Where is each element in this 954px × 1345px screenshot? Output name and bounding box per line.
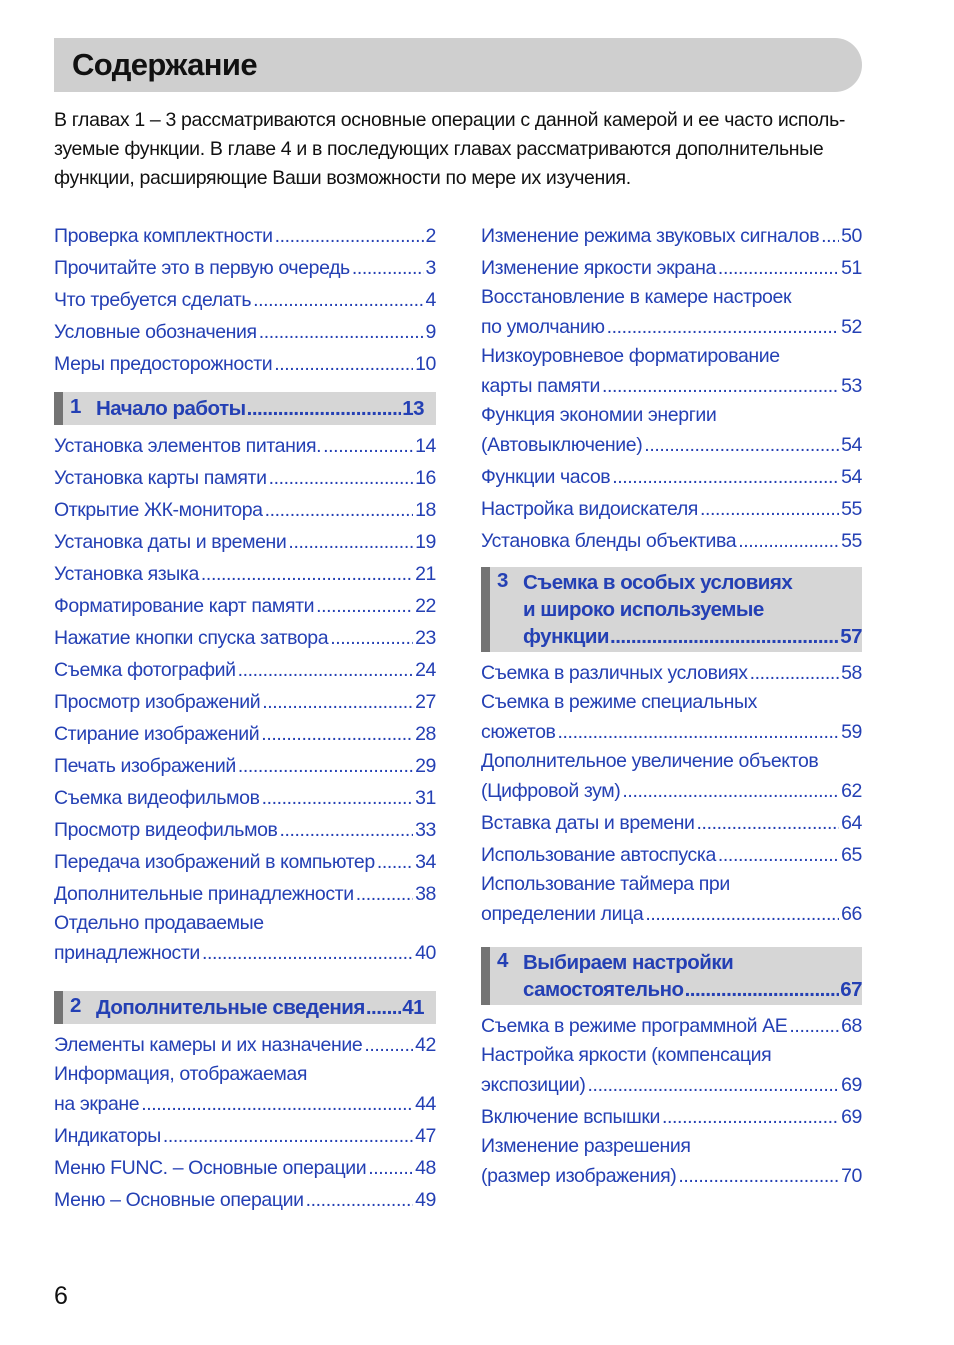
toc-entry-label: определении лица <box>481 903 644 925</box>
toc-column-right <box>481 220 862 1192</box>
toc-entry-label: Индикаторы <box>54 1125 161 1147</box>
toc-entry[interactable] <box>54 846 436 878</box>
toc-entry-label: Съемка фотографий <box>54 659 236 681</box>
toc-entry-label: Съемка видеофильмов <box>54 787 260 809</box>
toc-entry-label: Элементы камеры и их назначение <box>54 1034 363 1056</box>
dot-leader <box>259 316 424 348</box>
toc-entry[interactable] <box>481 1010 862 1042</box>
toc-entry-label: Форматирование карт памяти <box>54 595 315 617</box>
toc-entry-page: 66 <box>841 903 862 925</box>
toc-entry-row <box>54 348 436 380</box>
chapter-page: 67 <box>840 978 862 1001</box>
dot-leader <box>275 220 424 252</box>
dot-leader <box>368 1152 413 1184</box>
chapter-page: 41 <box>402 996 424 1019</box>
dot-leader <box>610 623 839 650</box>
chapter-page: 13 <box>402 397 424 420</box>
toc-entry-row <box>481 1160 862 1192</box>
dot-leader <box>352 252 424 284</box>
toc-entry-title: Низкоуровневое форматирование <box>481 345 780 367</box>
toc-entry-row <box>481 898 862 930</box>
toc-entry-page: 65 <box>841 844 862 866</box>
dot-leader <box>750 657 840 689</box>
toc-entry-label: Дополнительные принадлежности <box>54 883 354 905</box>
toc-entry-label: Просмотр изображений <box>54 691 261 713</box>
toc-entry[interactable] <box>54 1184 436 1216</box>
toc-group-intro <box>54 220 436 380</box>
toc-group-settings <box>481 220 862 557</box>
toc-entry-label: Прочитайте это в первую очередь <box>54 257 350 279</box>
toc-entry-page: 49 <box>415 1189 436 1211</box>
dot-leader <box>700 493 839 525</box>
toc-entry-page: 14 <box>415 435 436 457</box>
toc-entry-page: 55 <box>841 530 862 552</box>
toc-entry-row <box>54 1088 436 1120</box>
chapter-title-row <box>523 623 862 650</box>
toc-entry-page: 54 <box>841 466 862 488</box>
toc-entry[interactable] <box>481 807 862 839</box>
dot-leader <box>738 525 839 557</box>
toc-entry-label: Установка элементов питания. <box>54 435 322 457</box>
toc-entry[interactable] <box>54 814 436 846</box>
toc-entry-page: 10 <box>415 353 436 375</box>
toc-entry-row <box>54 430 436 462</box>
toc-entry-label: Вставка даты и времени <box>481 812 695 834</box>
toc-entry[interactable] <box>54 750 436 782</box>
dot-leader <box>238 654 414 686</box>
toc-group-chapter-1 <box>54 430 436 969</box>
toc-entry-label: (Автовыключение) <box>481 434 643 456</box>
toc-entry[interactable] <box>481 1042 862 1101</box>
chapter-title-line: Съемка в особых условиях <box>523 571 793 594</box>
dot-leader <box>645 898 839 930</box>
toc-entry-row <box>481 775 862 807</box>
toc-entry-page: 59 <box>841 721 862 743</box>
toc-entry[interactable] <box>54 1029 436 1061</box>
toc-entry[interactable] <box>481 284 862 343</box>
chapter-title-row <box>96 994 424 1021</box>
toc-entry-page: 62 <box>841 780 862 802</box>
toc-entry[interactable] <box>481 1101 862 1133</box>
toc-entry-page: 24 <box>415 659 436 681</box>
dot-leader <box>262 782 414 814</box>
toc-entry-label: Изменение яркости экрана <box>481 257 716 279</box>
toc-entry-row <box>481 461 862 493</box>
toc-entry-page: 31 <box>415 787 436 809</box>
chapter-1-heading[interactable] <box>54 392 436 425</box>
toc-entry-label: на экране <box>54 1093 140 1115</box>
toc-entry[interactable] <box>481 525 862 557</box>
toc-entry[interactable] <box>54 558 436 590</box>
toc-entry[interactable] <box>54 622 436 654</box>
toc-entry-row <box>54 622 436 654</box>
dot-leader <box>662 1101 839 1133</box>
chapter-4-heading[interactable] <box>481 947 862 1005</box>
toc-entry-row <box>481 493 862 525</box>
toc-entry-row <box>54 494 436 526</box>
toc-entry[interactable] <box>54 1120 436 1152</box>
dot-leader <box>306 1184 413 1216</box>
toc-entry-row <box>54 782 436 814</box>
toc-entry-row <box>481 1101 862 1133</box>
toc-entry[interactable] <box>54 686 436 718</box>
toc-entry-label: Использование автоспуска <box>481 844 716 866</box>
toc-entry[interactable] <box>54 526 436 558</box>
toc-entry-label: Меню FUNC. – Основные операции <box>54 1157 367 1179</box>
dot-leader <box>685 976 840 1003</box>
toc-entry[interactable] <box>54 462 436 494</box>
toc-entry-row <box>481 1010 862 1042</box>
toc-entry[interactable] <box>481 748 862 807</box>
dot-leader <box>316 590 413 622</box>
dot-leader <box>697 807 840 839</box>
toc-entry[interactable] <box>481 220 862 252</box>
toc-entry-label: Стирание изображений <box>54 723 260 745</box>
toc-column-left <box>54 220 436 1216</box>
toc-entry-label: Настройка видоискателя <box>481 498 698 520</box>
toc-entry-page: 22 <box>415 595 436 617</box>
toc-entry-title: Информация, отображаемая <box>54 1063 308 1085</box>
toc-entry-page: 50 <box>841 225 862 247</box>
toc-entry-row <box>54 750 436 782</box>
toc-entry-page: 34 <box>415 851 436 873</box>
toc-entry-label: Условные обозначения <box>54 321 257 343</box>
toc-entry[interactable] <box>481 839 862 871</box>
dot-leader <box>718 252 839 284</box>
toc-entry-page: 64 <box>841 812 862 834</box>
dot-leader <box>366 994 401 1021</box>
toc-entry-page: 23 <box>415 627 436 649</box>
toc-entry-page: 69 <box>841 1074 862 1096</box>
toc-group-chapter-2 <box>54 1029 436 1216</box>
toc-entry-row <box>54 718 436 750</box>
dot-leader <box>789 1010 839 1042</box>
toc-entry-label: Меню – Основные операции <box>54 1189 304 1211</box>
toc-entry-label: Проверка комплектности <box>54 225 273 247</box>
toc-entry[interactable] <box>54 220 436 252</box>
toc-entry-page: 70 <box>841 1165 862 1187</box>
toc-entry-row <box>54 1120 436 1152</box>
dot-leader <box>269 462 414 494</box>
toc-entry-label: Съемка в режиме программной AE <box>481 1015 788 1037</box>
toc-entry-row <box>481 220 862 252</box>
chapter-title-block <box>63 994 424 1021</box>
toc-entry[interactable] <box>54 1061 436 1120</box>
toc-entry-label: Установка бленды объектива <box>481 530 737 552</box>
intro-line: функции, расширяющие Ваши возможности по мере их изучения. <box>54 167 631 189</box>
toc-entry-label: Печать изображений <box>54 755 236 777</box>
toc-entry-page: 51 <box>841 257 862 279</box>
chapter-number: 4 <box>497 949 508 972</box>
toc-entry-label: (Цифровой зум) <box>481 780 621 802</box>
toc-entry-row <box>54 1029 436 1061</box>
dot-leader <box>323 430 413 462</box>
toc-entry-label: Изменение режима звуковых сигналов <box>481 225 820 247</box>
intro-line: В главах 1 – 3 рассматриваются основные операции с данной камерой и ее часто исполь- <box>54 109 846 131</box>
toc-entry-row <box>54 654 436 686</box>
page-number: 6 <box>54 1282 68 1310</box>
dot-leader <box>274 348 413 380</box>
toc-entry[interactable] <box>481 493 862 525</box>
dot-leader <box>678 1160 839 1192</box>
toc-entry-page: 33 <box>415 819 436 841</box>
toc-entry[interactable] <box>54 878 436 910</box>
toc-entry-page: 38 <box>415 883 436 905</box>
toc-entry-row <box>54 1184 436 1216</box>
chapter-number: 2 <box>70 994 81 1017</box>
toc-entry[interactable] <box>54 494 436 526</box>
toc-entry-row <box>54 526 436 558</box>
toc-entry-page: 2 <box>425 225 436 247</box>
dot-leader <box>265 494 414 526</box>
toc-entry-label: Открытие ЖК-монитора <box>54 499 263 521</box>
toc-entry[interactable] <box>481 1133 862 1192</box>
toc-entry[interactable] <box>54 284 436 316</box>
toc-entry-title: Функция экономии энергии <box>481 404 717 426</box>
chapter-title-line: и широко используемые <box>523 598 764 621</box>
toc-entry-row <box>54 590 436 622</box>
toc-entry-label: сюжетов <box>481 721 556 743</box>
toc-entry-page: 4 <box>425 289 436 311</box>
toc-entry-label: Что требуется сделать <box>54 289 252 311</box>
toc-entry-page: 29 <box>415 755 436 777</box>
toc-entry-title: Настройка яркости (компенсация <box>481 1044 772 1066</box>
chapter-title-last: функции <box>523 625 610 648</box>
dot-leader <box>201 558 413 590</box>
toc-entry-label: принадлежности <box>54 942 200 964</box>
dot-leader <box>356 878 413 910</box>
intro-paragraph <box>54 106 866 193</box>
toc-entry-row <box>481 839 862 871</box>
toc-entry-row <box>54 846 436 878</box>
chapter-title-row <box>96 395 424 422</box>
toc-entry[interactable] <box>481 343 862 402</box>
toc-entry-page: 16 <box>415 467 436 489</box>
toc-entry-page: 58 <box>841 662 862 684</box>
toc-entry-row <box>481 370 862 402</box>
chapter-title-block <box>490 949 862 1003</box>
toc-entry-label: Просмотр видеофильмов <box>54 819 278 841</box>
toc-entry-page: 27 <box>415 691 436 713</box>
toc-entry-row <box>54 686 436 718</box>
toc-entry-label: Установка языка <box>54 563 199 585</box>
dot-leader <box>262 686 413 718</box>
dot-leader <box>607 311 839 343</box>
toc-entry-row <box>481 252 862 284</box>
toc-entry-page: 47 <box>415 1125 436 1147</box>
toc-entry-row <box>481 716 862 748</box>
toc-entry-title: Съемка в режиме специальных <box>481 691 757 713</box>
toc-entry-row <box>481 311 862 343</box>
toc-entry[interactable] <box>54 430 436 462</box>
chapter-2-heading[interactable] <box>54 991 436 1024</box>
dot-leader <box>163 1120 413 1152</box>
chapter-title: Дополнительные сведения <box>96 996 365 1019</box>
toc-entry-row <box>54 462 436 494</box>
dot-leader <box>588 1069 840 1101</box>
dot-leader <box>202 937 413 969</box>
dot-leader <box>622 775 839 807</box>
toc-entry[interactable] <box>54 252 436 284</box>
page-title: Содержание <box>72 47 257 82</box>
toc-entry-label: Нажатие кнопки спуска затвора <box>54 627 329 649</box>
toc-entry-page: 40 <box>415 942 436 964</box>
toc-entry[interactable] <box>54 718 436 750</box>
toc-entry-row <box>54 252 436 284</box>
toc-entry-row <box>481 807 862 839</box>
toc-entry-title: Использование таймера при <box>481 873 730 895</box>
toc-entry-page: 68 <box>841 1015 862 1037</box>
dot-leader <box>602 370 839 402</box>
toc-entry[interactable] <box>481 252 862 284</box>
toc-entry-label: Меры предосторожности <box>54 353 273 375</box>
toc-entry[interactable] <box>54 348 436 380</box>
toc-entry-title: Дополнительное увеличение объектов <box>481 750 819 772</box>
toc-entry[interactable] <box>54 1152 436 1184</box>
chapter-title-row <box>523 976 862 1003</box>
dot-leader <box>141 1088 413 1120</box>
toc-entry-page: 9 <box>425 321 436 343</box>
toc-entry-label: карты памяти <box>481 375 600 397</box>
toc-entry-title: Восстановление в камере настроек <box>481 286 792 308</box>
toc-entry-page: 53 <box>841 375 862 397</box>
toc-entry-page: 52 <box>841 316 862 338</box>
dot-leader <box>279 814 413 846</box>
chapter-title-block <box>490 569 862 650</box>
toc-group-chapter-3 <box>481 657 862 930</box>
toc-entry-row <box>54 220 436 252</box>
dot-leader <box>821 220 839 252</box>
title-bar <box>54 38 862 92</box>
toc-entry[interactable] <box>481 461 862 493</box>
toc-entry[interactable] <box>481 871 862 930</box>
chapter-title: Начало работы <box>96 397 246 420</box>
toc-entry-row <box>54 284 436 316</box>
toc-entry[interactable] <box>481 657 862 689</box>
toc-entry-page: 54 <box>841 434 862 456</box>
dot-leader <box>718 839 839 871</box>
dot-leader <box>288 526 413 558</box>
toc-entry[interactable] <box>54 590 436 622</box>
toc-entry-row <box>481 657 862 689</box>
toc-entry[interactable] <box>54 782 436 814</box>
dot-leader <box>261 718 413 750</box>
toc-entry-row <box>54 937 436 969</box>
toc-entry-page: 19 <box>415 531 436 553</box>
toc-entry-label: по умолчанию <box>481 316 605 338</box>
intro-line: зуемые функции. В главе 4 и в последующих главах рассматриваются дополнительные <box>54 138 824 160</box>
chapter-number: 3 <box>497 569 508 592</box>
toc-entry-title: Изменение разрешения <box>481 1135 691 1157</box>
toc-group-chapter-4 <box>481 1010 862 1192</box>
toc-entry-row <box>54 878 436 910</box>
toc-entry-label: Включение вспышки <box>481 1106 660 1128</box>
toc-entry-page: 69 <box>841 1106 862 1128</box>
toc-entry[interactable] <box>54 910 436 969</box>
toc-entry-page: 55 <box>841 498 862 520</box>
toc-entry-label: Установка даты и времени <box>54 531 287 553</box>
chapter-page: 57 <box>840 625 862 648</box>
toc-entry-row <box>481 429 862 461</box>
toc-entry-label: (размер изображения) <box>481 1165 677 1187</box>
toc-entry-label: Функции часов <box>481 466 611 488</box>
dot-leader <box>377 846 413 878</box>
toc-entry-page: 42 <box>415 1034 436 1056</box>
dot-leader <box>238 750 413 782</box>
dot-leader <box>558 716 840 748</box>
toc-entry-label: Съемка в различных условиях <box>481 662 748 684</box>
toc-entry-page: 28 <box>415 723 436 745</box>
toc-entry[interactable] <box>54 316 436 348</box>
chapter-title-line: Выбираем настройки <box>523 951 734 974</box>
dot-leader <box>253 284 423 316</box>
toc-entry-row <box>54 316 436 348</box>
toc-entry-page: 3 <box>425 257 436 279</box>
toc-entry-title: Отдельно продаваемые <box>54 912 264 934</box>
toc-entry[interactable] <box>481 402 862 461</box>
toc-entry[interactable] <box>54 654 436 686</box>
dot-leader <box>330 622 413 654</box>
toc-entry-page: 44 <box>415 1093 436 1115</box>
toc-entry-page: 18 <box>415 499 436 521</box>
toc-entry[interactable] <box>481 689 862 748</box>
toc-entry-row <box>481 525 862 557</box>
chapter-title-last: самостоятельно <box>523 978 684 1001</box>
toc-entry-label: экспозиции) <box>481 1074 586 1096</box>
toc-entry-row <box>54 814 436 846</box>
toc-entry-label: Передача изображений в компьютер <box>54 851 375 873</box>
dot-leader <box>644 429 839 461</box>
chapter-3-heading[interactable] <box>481 567 862 652</box>
dot-leader <box>612 461 839 493</box>
toc-entry-page: 48 <box>415 1157 436 1179</box>
toc-entry-row <box>54 558 436 590</box>
toc-entry-row <box>54 1152 436 1184</box>
toc-entry-label: Установка карты памяти <box>54 467 267 489</box>
chapter-title-block <box>63 395 424 422</box>
toc-entry-page: 21 <box>415 563 436 585</box>
dot-leader <box>364 1029 413 1061</box>
dot-leader <box>247 395 402 422</box>
chapter-number: 1 <box>70 395 81 418</box>
toc-entry-row <box>481 1069 862 1101</box>
